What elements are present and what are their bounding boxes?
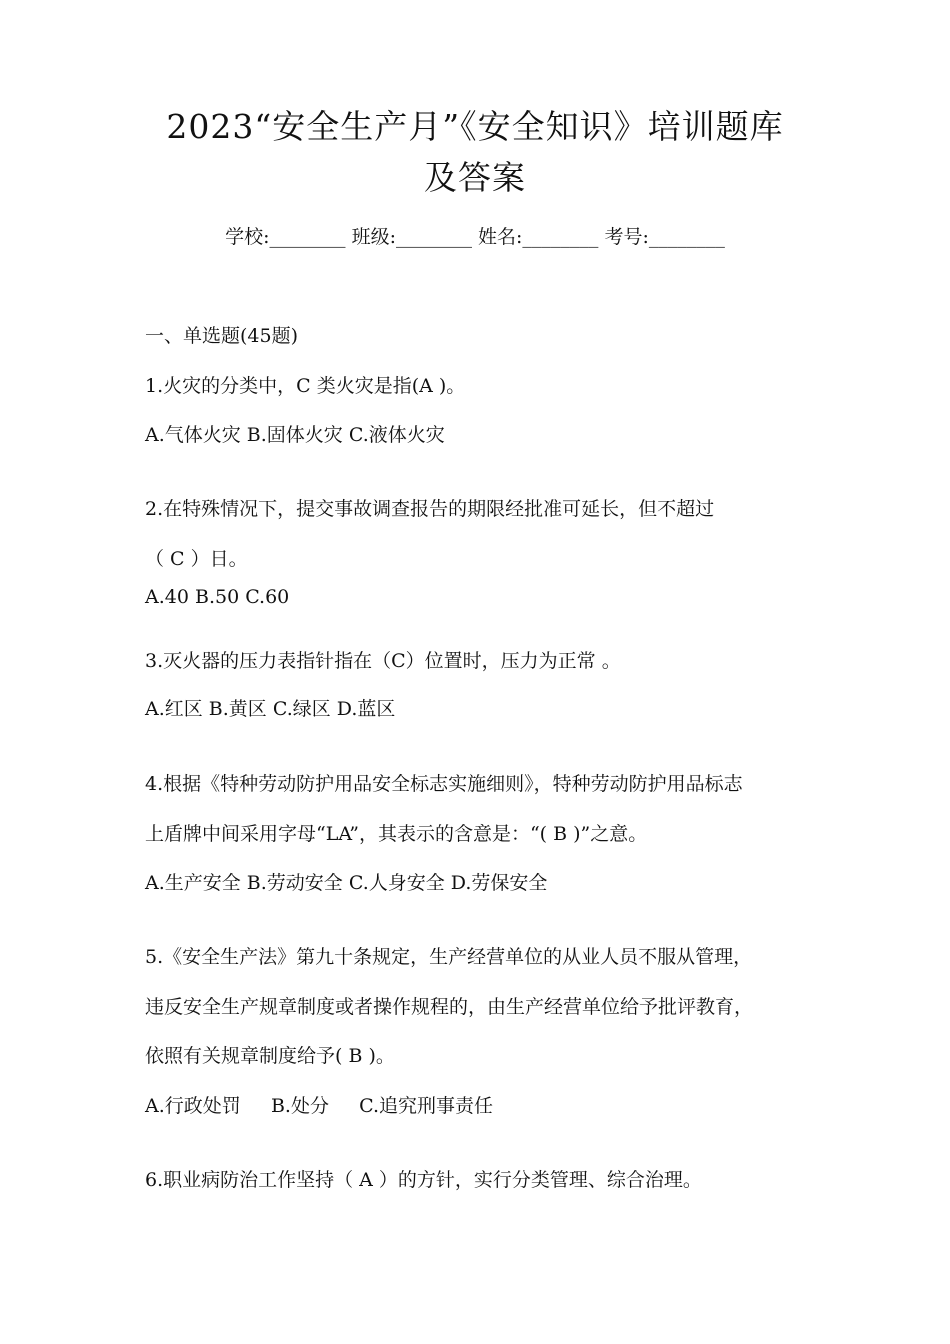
question-1-options: A.气体火灾 B.固体火灾 C.液体火灾 (145, 424, 445, 446)
question-6-stem: 6.职业病防治工作坚持（ A ）的方针，实行分类管理、综合治理。 (145, 1169, 702, 1191)
section-heading: 一、单选题(45题) (145, 325, 299, 347)
question-2-stem-continued: （ C ）日。 (145, 548, 248, 570)
page-title-line-2: 及答案 (424, 158, 526, 197)
question-5-stem-continued-1: 违反安全生产规章制度或者操作规程的，由生产经营单位给予批评教育， (145, 996, 754, 1018)
student-info-line: 学校:________ 班级:________ 姓名:________ 考号:________ (225, 226, 725, 248)
question-4-options: A.生产安全 B.劳动安全 C.人身安全 D.劳保安全 (145, 872, 548, 894)
page-title-line-1: 2023“安全生产月”《安全知识》培训题库 (166, 107, 784, 146)
question-3-options: A.红区 B.黄区 C.绿区 D.蓝区 (145, 698, 396, 720)
question-5-stem-continued-2: 依照有关规章制度给予( B )。 (145, 1045, 395, 1067)
question-5-stem: 5.《安全生产法》第九十条规定，生产经营单位的从业人员不服从管理， (145, 946, 753, 968)
question-4-stem: 4.根据《特种劳动防护用品安全标志实施细则》，特种劳动防护用品标志 (145, 773, 743, 795)
question-2-options: A.40 B.50 C.60 (145, 586, 290, 608)
question-5-options: A.行政处罚 B.处分 C.追究刑事责任 (145, 1095, 494, 1117)
question-4-stem-continued: 上盾牌中间采用字母“LA”，其表示的含意是：“( B )”之意。 (145, 823, 648, 845)
question-3-stem: 3.灭火器的压力表指针指在（C）位置时，压力为正常 。 (145, 650, 621, 672)
question-2-stem: 2.在特殊情况下，提交事故调查报告的期限经批准可延长，但不超过 (145, 498, 715, 520)
question-1-stem: 1.火灾的分类中，C 类火灾是指(A )。 (145, 375, 466, 397)
